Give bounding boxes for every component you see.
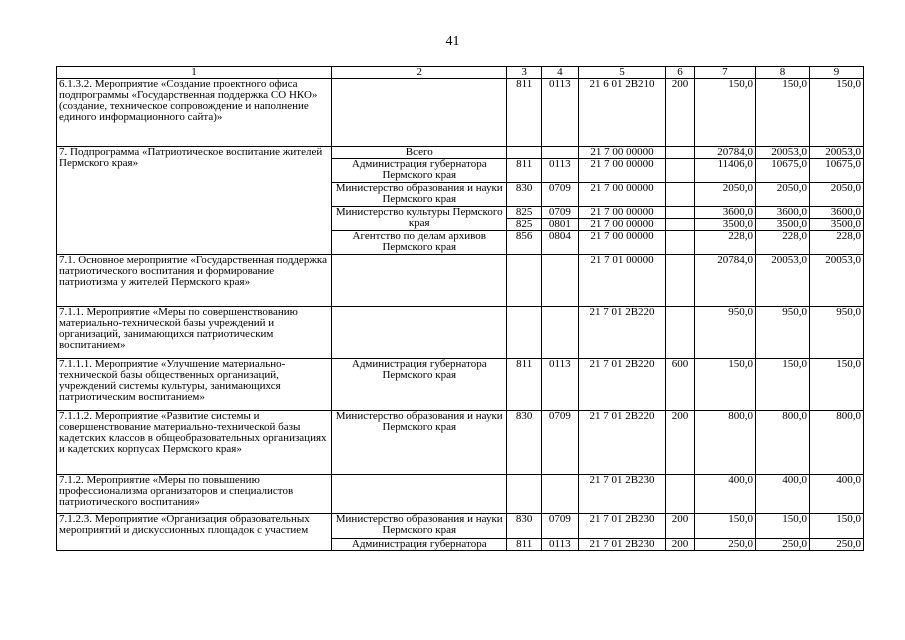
amount-year-1: 3500,0 <box>694 219 755 231</box>
expense-type: 200 <box>666 514 695 539</box>
table-row <box>57 475 864 514</box>
table-row <box>57 147 864 159</box>
ministry-code: 825 <box>507 219 542 231</box>
ministry-code: 811 <box>507 359 542 411</box>
ministry-code: 830 <box>507 411 542 475</box>
measure-name: 7.1.1.2. Мероприятие «Развитие системы и совершенствование материально-технической базы кадетских классов в общеобразовательных организациях и кадетских корпусах Пермского края» <box>57 411 332 475</box>
section-code <box>542 475 579 514</box>
header-cell: 4 <box>542 67 579 79</box>
responsible-org: Министерство культуры Пермского края <box>332 207 507 231</box>
amount-year-3: 3600,0 <box>809 207 863 219</box>
amount-year-1: 800,0 <box>694 411 755 475</box>
header-cell: 3 <box>507 67 542 79</box>
responsible-org: Агентство по делам архивов Пермского края <box>332 231 507 255</box>
amount-year-3: 150,0 <box>809 514 863 539</box>
amount-year-1: 3600,0 <box>694 207 755 219</box>
section-code: 0113 <box>542 359 579 411</box>
expense-type: 600 <box>666 359 695 411</box>
ministry-code <box>507 475 542 514</box>
amount-year-3: 3500,0 <box>809 219 863 231</box>
amount-year-3: 20053,0 <box>809 255 863 307</box>
header-cell: 2 <box>332 67 507 79</box>
measure-name: 6.1.3.2. Мероприятие «Создание проектного офиса подпрограммы «Государственная поддержка СО НКО» (создание, техническое сопровождение и наполнение единого информационного сайта)» <box>57 79 332 147</box>
target-code: 21 7 01 00000 <box>578 255 666 307</box>
amount-year-1: 150,0 <box>694 79 755 147</box>
amount-year-2: 950,0 <box>755 307 809 359</box>
expense-type <box>666 475 695 514</box>
amount-year-3: 150,0 <box>809 359 863 411</box>
amount-year-1: 250,0 <box>694 539 755 551</box>
amount-year-3: 228,0 <box>809 231 863 255</box>
responsible-org: Администрация губернатора Пермского края <box>332 159 507 183</box>
header-cell: 7 <box>694 67 755 79</box>
responsible-org <box>332 79 507 147</box>
target-code: 21 7 00 00000 <box>578 147 666 159</box>
expense-type: 200 <box>666 79 695 147</box>
amount-year-1: 20784,0 <box>694 147 755 159</box>
header-cell: 5 <box>578 67 666 79</box>
amount-year-2: 10675,0 <box>755 159 809 183</box>
expense-type <box>666 207 695 219</box>
section-code <box>542 147 579 159</box>
ministry-code: 830 <box>507 183 542 207</box>
section-code: 0804 <box>542 231 579 255</box>
amount-year-1: 2050,0 <box>694 183 755 207</box>
target-code: 21 6 01 2В210 <box>578 79 666 147</box>
responsible-org <box>332 255 507 307</box>
responsible-org: Министерство образования и науки Пермского края <box>332 514 507 539</box>
expense-type <box>666 147 695 159</box>
section-code: 0709 <box>542 207 579 219</box>
ministry-code: 825 <box>507 207 542 219</box>
amount-year-3: 10675,0 <box>809 159 863 183</box>
expense-type: 200 <box>666 539 695 551</box>
expense-type <box>666 231 695 255</box>
target-code: 21 7 01 2В220 <box>578 359 666 411</box>
amount-year-1: 950,0 <box>694 307 755 359</box>
amount-year-2: 150,0 <box>755 514 809 539</box>
ministry-code: 856 <box>507 231 542 255</box>
ministry-code: 830 <box>507 514 542 539</box>
amount-year-3: 250,0 <box>809 539 863 551</box>
expense-type <box>666 159 695 183</box>
section-code: 0113 <box>542 79 579 147</box>
ministry-code: 811 <box>507 79 542 147</box>
amount-year-2: 800,0 <box>755 411 809 475</box>
measure-name: 7.1.2.3. Мероприятие «Организация образовательных мероприятий и дискуссионных площадок с участием <box>57 514 332 551</box>
amount-year-3: 400,0 <box>809 475 863 514</box>
target-code: 21 7 01 2В220 <box>578 307 666 359</box>
table-row <box>57 359 864 411</box>
target-code: 21 7 01 2В220 <box>578 411 666 475</box>
budget-table <box>56 66 864 551</box>
amount-year-2: 3600,0 <box>755 207 809 219</box>
measure-name: 7.1. Основное мероприятие «Государственная поддержка патриотического воспитания и формирование патриотизма у жителей Пермского края» <box>57 255 332 307</box>
page-number: 41 <box>445 34 460 49</box>
expense-type <box>666 255 695 307</box>
expense-type: 200 <box>666 411 695 475</box>
table-row <box>57 79 864 147</box>
header-row <box>57 67 864 79</box>
responsible-org <box>332 475 507 514</box>
amount-year-1: 400,0 <box>694 475 755 514</box>
amount-year-1: 228,0 <box>694 231 755 255</box>
responsible-org: Министерство образования и науки Пермского края <box>332 183 507 207</box>
measure-name: 7.1.1. Мероприятие «Меры по совершенствованию материально-технической базы учреждений и организаций, занимающихся патриотическим воспитанием» <box>57 307 332 359</box>
ministry-code <box>507 255 542 307</box>
responsible-org: Администрация губернатора <box>332 539 507 551</box>
responsible-org: Администрация губернатора Пермского края <box>332 359 507 411</box>
responsible-org <box>332 307 507 359</box>
expense-type <box>666 219 695 231</box>
section-code: 0709 <box>542 411 579 475</box>
amount-year-2: 20053,0 <box>755 255 809 307</box>
measure-name: 7.1.2. Мероприятие «Меры по повышению профессионализма организаторов и специалистов патриотического воспитания» <box>57 475 332 514</box>
expense-type <box>666 183 695 207</box>
section-code: 0113 <box>542 159 579 183</box>
header-cell: 8 <box>755 67 809 79</box>
ministry-code: 811 <box>507 539 542 551</box>
amount-year-1: 150,0 <box>694 359 755 411</box>
amount-year-3: 2050,0 <box>809 183 863 207</box>
amount-year-2: 400,0 <box>755 475 809 514</box>
section-code: 0709 <box>542 514 579 539</box>
amount-year-1: 20784,0 <box>694 255 755 307</box>
measure-name: 7. Подпрограмма «Патриотическое воспитание жителей Пермского края» <box>57 147 332 255</box>
amount-year-3: 950,0 <box>809 307 863 359</box>
header-cell: 1 <box>57 67 332 79</box>
amount-year-1: 150,0 <box>694 514 755 539</box>
section-code: 0113 <box>542 539 579 551</box>
amount-year-1: 11406,0 <box>694 159 755 183</box>
header-cell: 6 <box>666 67 695 79</box>
section-code <box>542 255 579 307</box>
target-code: 21 7 01 2В230 <box>578 539 666 551</box>
amount-year-2: 150,0 <box>755 79 809 147</box>
target-code: 21 7 00 00000 <box>578 159 666 183</box>
section-code: 0801 <box>542 219 579 231</box>
section-code: 0709 <box>542 183 579 207</box>
target-code: 21 7 00 00000 <box>578 207 666 219</box>
amount-year-2: 3500,0 <box>755 219 809 231</box>
section-code <box>542 307 579 359</box>
table-row <box>57 514 864 539</box>
amount-year-2: 228,0 <box>755 231 809 255</box>
table-row <box>57 307 864 359</box>
table-row <box>57 411 864 475</box>
responsible-org: Министерство образования и науки Пермского края <box>332 411 507 475</box>
header-cell: 9 <box>809 67 863 79</box>
responsible-org: Всего <box>332 147 507 159</box>
amount-year-3: 20053,0 <box>809 147 863 159</box>
expense-type <box>666 307 695 359</box>
amount-year-2: 20053,0 <box>755 147 809 159</box>
amount-year-2: 2050,0 <box>755 183 809 207</box>
measure-name: 7.1.1.1. Мероприятие «Улучшение материально-технической базы общественных организаций, учреждений системы культуры, занимающихся патриотическим воспитанием» <box>57 359 332 411</box>
ministry-code <box>507 307 542 359</box>
target-code: 21 7 01 2В230 <box>578 514 666 539</box>
amount-year-2: 250,0 <box>755 539 809 551</box>
amount-year-3: 150,0 <box>809 79 863 147</box>
table-row <box>57 255 864 307</box>
ministry-code: 811 <box>507 159 542 183</box>
target-code: 21 7 01 2В230 <box>578 475 666 514</box>
target-code: 21 7 00 00000 <box>578 219 666 231</box>
amount-year-3: 800,0 <box>809 411 863 475</box>
ministry-code <box>507 147 542 159</box>
target-code: 21 7 00 00000 <box>578 183 666 207</box>
amount-year-2: 150,0 <box>755 359 809 411</box>
target-code: 21 7 00 00000 <box>578 231 666 255</box>
